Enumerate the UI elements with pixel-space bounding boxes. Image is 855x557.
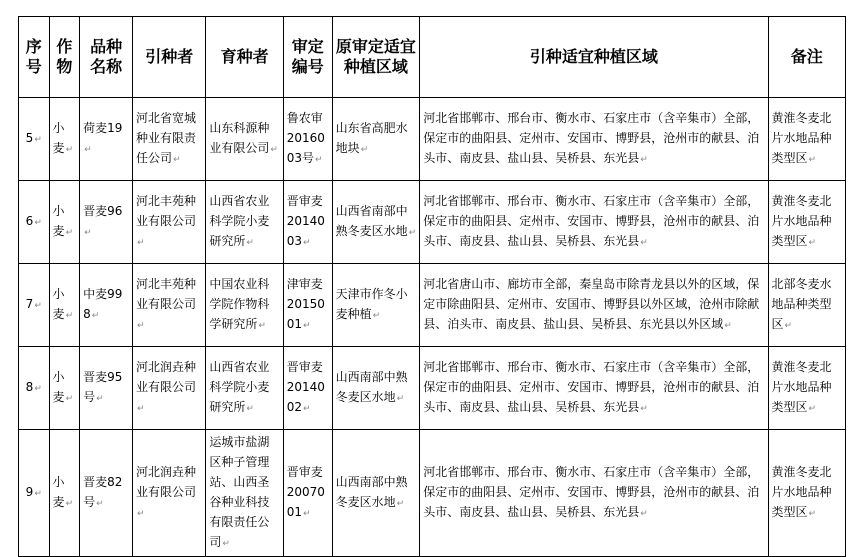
return-mark-icon: ↵ [96,394,104,404]
return-mark-icon: ↵ [65,145,74,155]
cell-intro-zone [420,264,768,347]
return-mark-icon: ↵ [396,499,405,509]
cell-no-text: 5 [25,131,34,145]
cell-note-text: 北部冬麦水地品种类型区 [771,277,832,331]
return-mark-icon: ↵ [303,404,311,414]
cell-intro-zone-text: 河北省邯郸市、邢台市、衡水市、石家庄市（含辛集市）全部，保定市的曲阳县、定州市、安国市、博野县，沧州市的献县、泊头市、南皮县、盐山县、吴桥县、东光县 [423,465,760,519]
cell-introducer [133,430,206,557]
cell-breeder [206,98,283,181]
cell-note-text: 黄淮冬麦北片水地品种类型区 [771,194,832,248]
cell-note [768,181,845,264]
cell-variety-text: 晋麦95号 [83,370,123,404]
cell-orig-zone-text: 山西南部中熟冬麦区水地 [335,475,408,509]
return-mark-icon: ↵ [808,238,817,248]
cell-approval-no-text: 晋审麦20140​03 [286,194,325,248]
table-row [19,347,846,430]
cell-approval-no-text: 鲁农审20160​03号 [286,111,325,165]
cell-variety-text: 晋麦82号 [83,475,123,509]
table-row [19,181,846,264]
cell-no [19,181,50,264]
cell-introducer-text: 河北润垚种业有限公司 [136,360,197,394]
cell-introducer-text: 河北丰苑种业有限公司 [136,194,197,228]
cell-no-text: 6 [25,214,34,228]
return-mark-icon: ↵ [303,321,311,331]
return-mark-icon: ↵ [34,135,42,145]
cell-breeder-text: 山西省农业科学院小麦研究所 [209,194,270,248]
return-mark-icon: ↵ [303,509,311,519]
return-mark-icon: ↵ [724,321,732,331]
return-mark-icon: ↵ [640,238,648,248]
return-mark-icon: ↵ [808,509,817,519]
table-row [19,98,846,181]
return-mark-icon: ↵ [396,394,405,404]
cell-crop [49,181,80,264]
header-note: 备注 [768,17,845,98]
cell-orig-zone-text: 山东省高肥水地块 [335,121,408,155]
cell-no-text: 8 [25,380,34,394]
cell-approval-no [283,430,332,557]
return-mark-icon: ↵ [222,539,230,549]
return-mark-icon: ↵ [246,404,254,414]
return-mark-icon: ↵ [65,394,74,404]
return-mark-icon: ↵ [65,499,74,509]
return-mark-icon: ↵ [640,155,648,165]
cell-variety [80,98,133,181]
cell-crop-text: 小麦 [52,287,65,321]
cell-no-text: 9 [25,485,34,499]
cell-orig-zone [332,430,420,557]
cell-intro-zone-text: 河北省唐山市、廊坊市全部，秦皇岛市除青龙县以外的区域，保定市除曲阳县、定州市、安国市、博野县以外区域，沧州市除献县、泊头市、南皮县、盐山县、吴桥县、东光县以外区域 [423,277,760,331]
return-mark-icon: ↵ [65,311,74,321]
return-mark-icon: ↵ [315,155,323,165]
cell-no-text: 7 [25,297,34,311]
cell-orig-zone [332,98,420,181]
table-row [19,264,846,347]
return-mark-icon: ↵ [137,321,145,331]
cell-no [19,98,50,181]
cell-intro-zone [420,347,768,430]
cell-no [19,430,50,557]
header-intro-zone: 引种适宜种植区域 [420,17,768,98]
cell-breeder-text: 中国农业科学院作物科学研究所 [209,277,270,331]
cell-orig-zone [332,181,420,264]
cell-variety [80,264,133,347]
return-mark-icon: ↵ [84,145,92,155]
cell-introducer [133,347,206,430]
cell-approval-no-text: 津审麦20150​01 [286,277,325,331]
cell-note [768,430,845,557]
cell-intro-zone-text: 河北省邯郸市、邢台市、衡水市、石家庄市（含辛集市）全部，保定市的曲阳县、定州市、安国市、博野县，沧州市的献县、泊头市、南皮县、盐山县、吴桥县、东光县 [423,360,760,414]
return-mark-icon: ↵ [91,311,100,321]
return-mark-icon: ↵ [84,228,92,238]
return-mark-icon: ↵ [173,155,181,165]
cell-orig-zone-text: 山西省南部中熟冬麦区水地 [335,204,408,238]
cell-orig-zone-text: 山西南部中熟冬麦区水地 [335,370,408,404]
cell-intro-zone [420,98,768,181]
cell-approval-no [283,181,332,264]
cell-note-text: 黄淮冬麦北片水地品种类型区 [771,360,832,414]
header-no: 序号 [19,17,50,98]
cell-approval-no [283,98,332,181]
return-mark-icon: ↵ [808,155,817,165]
cell-note [768,347,845,430]
cell-introducer-text: 河北润垚种业有限公司 [136,465,197,499]
header-orig-zone: 原审定适宜种植区域 [332,17,420,98]
cell-crop [49,430,80,557]
cell-note-text: 黄淮冬麦北片水地品种类型区 [771,465,832,519]
cell-approval-no [283,347,332,430]
return-mark-icon: ↵ [34,218,42,228]
return-mark-icon: ↵ [65,228,74,238]
cell-variety-text: 荷麦19 [83,121,123,135]
cell-breeder [206,347,283,430]
cell-intro-zone [420,181,768,264]
cell-introducer [133,264,206,347]
cell-orig-zone [332,347,420,430]
cell-crop-text: 小麦 [52,204,65,238]
cell-approval-no-text: 晋审麦20070​01 [286,465,325,519]
return-mark-icon: ↵ [96,499,104,509]
cell-variety [80,347,133,430]
return-mark-icon: ↵ [137,404,145,414]
cell-no [19,264,50,347]
cell-variety [80,430,133,557]
cell-variety-text: 晋麦96 [83,204,123,218]
cell-crop-text: 小麦 [52,475,65,509]
header-introducer: 引种者 [133,17,206,98]
return-mark-icon: ↵ [137,238,145,248]
cell-breeder [206,430,283,557]
cell-crop-text: 小麦 [52,121,65,155]
cell-breeder-text: 山西省农业科学院小麦研究所 [209,360,270,414]
return-mark-icon: ↵ [640,404,648,414]
cell-breeder-text: 山东科源种业有限公司 [209,121,270,155]
cell-variety-text: 中麦998 [83,287,123,321]
header-variety: 品种名称 [80,17,133,98]
return-mark-icon: ↵ [784,321,793,331]
cell-orig-zone [332,264,420,347]
return-mark-icon: ↵ [408,228,417,238]
return-mark-icon: ↵ [808,404,817,414]
cell-introducer [133,98,206,181]
cell-introducer-text: 河北丰苑种业有限公司 [136,277,197,311]
return-mark-icon: ↵ [303,238,311,248]
cell-note [768,264,845,347]
header-crop: 作物 [49,17,80,98]
cell-intro-zone-text: 河北省邯郸市、邢台市、衡水市、石家庄市（含辛集市）全部，保定市的曲阳县、定州市、安国市、博野县，沧州市的献县、泊头市、南皮县、盐山县、吴桥县、东光县 [423,111,760,165]
header-approval-no: 审定编号 [283,17,332,98]
cell-crop [49,347,80,430]
return-mark-icon: ↵ [270,145,278,155]
cell-approval-no [283,264,332,347]
cell-crop [49,98,80,181]
cell-intro-zone-text: 河北省邯郸市、邢台市、衡水市、石家庄市（含辛集市）全部，保定市的曲阳县、定州市、安国市、博野县，沧州市的献县、泊头市、南皮县、盐山县、吴桥县、东光县 [423,194,760,248]
return-mark-icon: ↵ [246,238,254,248]
header-row [19,17,846,98]
header-breeder: 育种者 [206,17,283,98]
return-mark-icon: ↵ [34,489,42,499]
return-mark-icon: ↵ [640,509,648,519]
cell-breeder [206,181,283,264]
return-mark-icon: ↵ [372,311,381,321]
cell-intro-zone [420,430,768,557]
return-mark-icon: ↵ [34,301,42,311]
variety-table [18,16,846,557]
cell-crop [49,264,80,347]
cell-breeder [206,264,283,347]
return-mark-icon: ↵ [34,384,42,394]
cell-approval-no-text: 晋审麦20140​02 [286,360,325,414]
cell-note-text: 黄淮冬麦北片水地品种类型区 [771,111,832,165]
cell-orig-zone-text: 天津市作冬小麦种植 [335,287,408,321]
cell-introducer-text: 河北省宽城种业有限责任公司 [136,111,197,165]
cell-breeder-text: 运城市盐湖区种子管理站、山西圣谷种业科技有限责任公司 [209,435,270,549]
return-mark-icon: ↵ [360,145,369,155]
cell-note [768,98,845,181]
cell-crop-text: 小麦 [52,370,65,404]
cell-variety [80,181,133,264]
cell-no [19,347,50,430]
table-row [19,430,846,557]
return-mark-icon: ↵ [258,321,266,331]
return-mark-icon: ↵ [137,509,145,519]
cell-introducer [133,181,206,264]
